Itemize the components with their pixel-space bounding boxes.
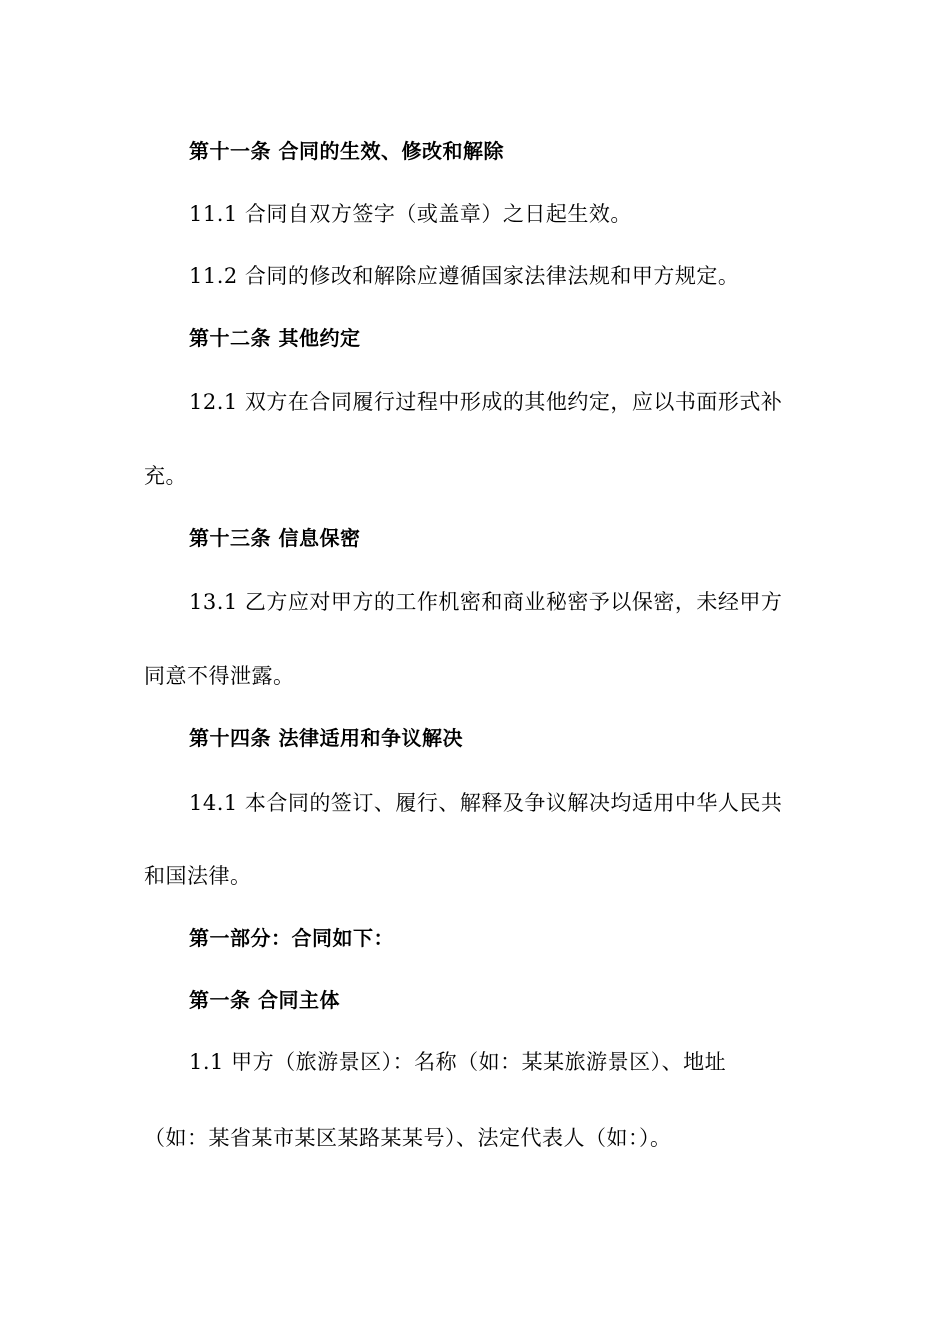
article-13-heading: 第十三条 信息保密 xyxy=(189,526,361,550)
clause-12-1: 12.1 双方在合同履行过程中形成的其他约定，应以书面形式补 xyxy=(189,390,783,414)
clause-11-1: 11.1 合同自双方签字（或盖章）之日起生效。 xyxy=(189,202,632,226)
clause-14-1: 14.1 本合同的签订、履行、解释及争议解决均适用中华人民共 xyxy=(189,791,783,815)
article-11-heading: 第十一条 合同的生效、修改和解除 xyxy=(189,139,504,163)
part-one-heading: 第一部分：合同如下： xyxy=(189,926,394,950)
clause-13-1: 13.1 乙方应对甲方的工作机密和商业秘密予以保密，未经甲方 xyxy=(189,590,783,614)
clause-14-1-continuation: 和国法律。 xyxy=(144,864,252,888)
clause-12-1-continuation: 充。 xyxy=(144,464,187,488)
clause-11-2: 11.2 合同的修改和解除应遵循国家法律法规和甲方规定。 xyxy=(189,264,740,288)
clause-1-1-continuation: （如：某省某市某区某路某某号）、法定代表人（如：）。 xyxy=(144,1126,672,1150)
article-14-heading: 第十四条 法律适用和争议解决 xyxy=(189,726,463,750)
clause-1-1: 1.1 甲方（旅游景区）：名称（如：某某旅游景区）、地址 xyxy=(189,1050,727,1074)
clause-13-1-continuation: 同意不得泄露。 xyxy=(144,664,295,688)
article-12-heading: 第十二条 其他约定 xyxy=(189,326,361,350)
article-1-heading: 第一条 合同主体 xyxy=(189,988,340,1012)
